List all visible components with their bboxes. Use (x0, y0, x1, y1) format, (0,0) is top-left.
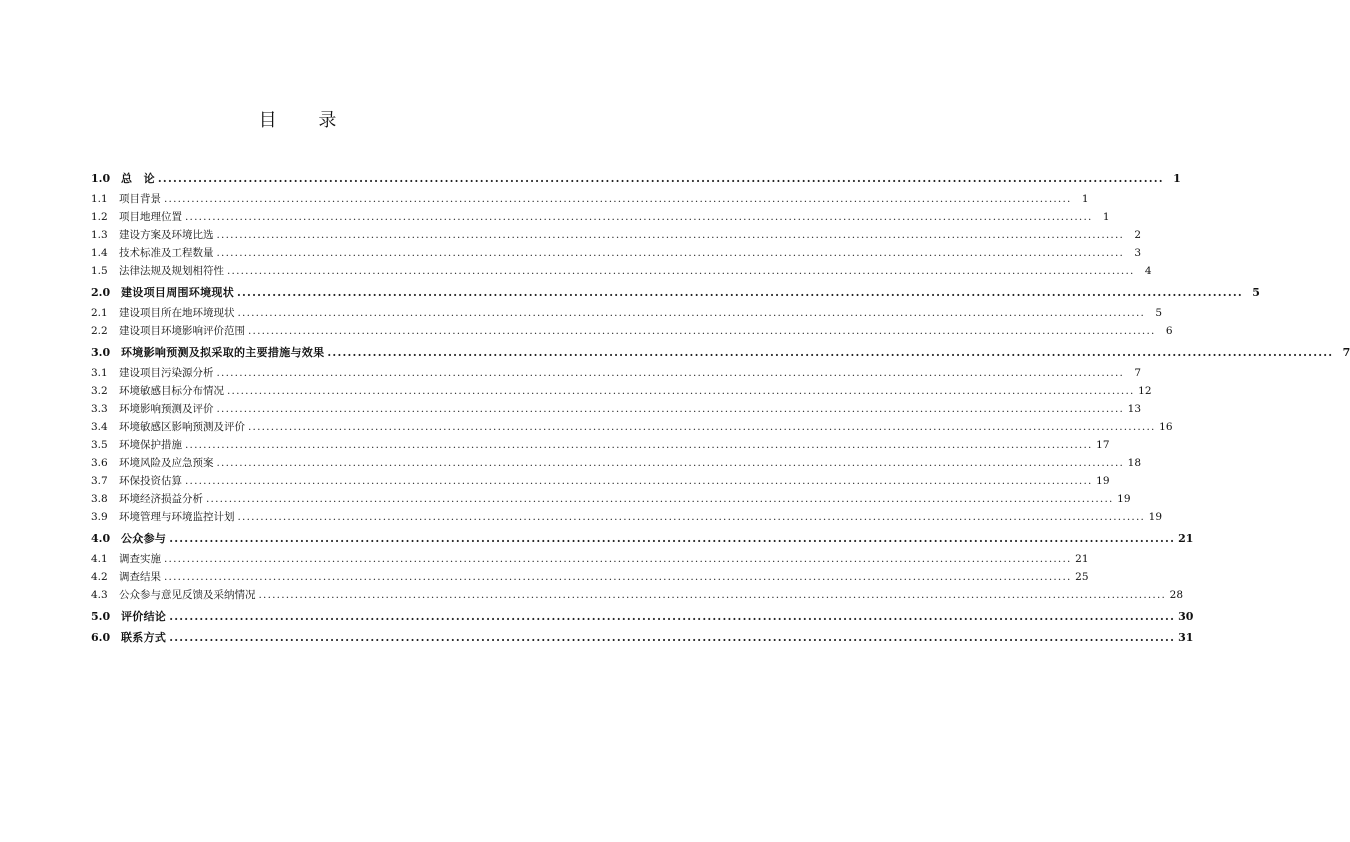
toc-entry-label: 建设项目所在地环境现状 (119, 307, 235, 319)
toc-entry-label: 公众参与意见反馈及采纳情况 (119, 589, 256, 601)
toc-dot-leader: ........................................................................................................................................................................................................ (227, 265, 1135, 277)
toc-entry-page: 19 (1148, 511, 1163, 523)
toc-dot-leader: ........................................................................................................................................................................................................ (164, 571, 1072, 583)
toc-dot-leader: ........................................................................................................................................................................................................ (164, 553, 1072, 565)
toc-entry-number: 2.0 (91, 286, 111, 299)
toc-entry-page: 30 (1178, 610, 1194, 623)
toc-entry-label: 法律法规及规划相符性 (119, 265, 224, 277)
toc-entry-label: 建设项目周围环境现状 (121, 286, 234, 299)
toc-entry-number: 1.4 (91, 247, 108, 259)
toc-entry-number: 3.7 (91, 475, 108, 487)
toc-entry-page: 1 (1102, 211, 1110, 223)
toc-dot-leader: ........................................................................................................................................................................................................ (248, 421, 1156, 433)
toc-entry-page: 1 (1173, 172, 1181, 185)
toc-chapter-entry[interactable] (91, 530, 1194, 548)
toc-section-entry[interactable] (91, 323, 1173, 341)
toc-section-entry[interactable] (91, 491, 1131, 509)
toc-section-entry[interactable] (91, 263, 1152, 281)
toc-entry-page: 19 (1096, 475, 1110, 487)
toc-dot-leader: ........................................................................................................................................................................................................ (164, 193, 1072, 205)
toc-section-entry[interactable] (91, 227, 1142, 245)
toc-dot-leader: ........................................................................................................................................................................................................ (216, 403, 1125, 415)
toc-section-entry[interactable] (91, 401, 1142, 419)
toc-entry-label: 环境管理与环境监控计划 (119, 511, 235, 523)
toc-entry-page: 13 (1127, 403, 1142, 415)
toc-section-entry[interactable] (91, 209, 1110, 227)
toc-entry-page: 2 (1134, 229, 1142, 241)
toc-entry-label: 项目地理位置 (119, 211, 182, 223)
toc-section-entry[interactable] (91, 419, 1173, 437)
toc-entry-number: 4.0 (91, 532, 111, 545)
toc-entry-label: 建设项目环境影响评价范围 (119, 325, 245, 337)
toc-section-entry[interactable] (91, 245, 1142, 263)
toc-entry-number: 3.5 (91, 439, 108, 451)
toc-entry-page: 18 (1127, 457, 1142, 469)
toc-entry-label: 环境敏感区影响预测及评价 (119, 421, 245, 433)
toc-dot-leader: ........................................................................................................................................................................................................ (169, 631, 1176, 644)
toc-entry-page: 7 (1134, 367, 1142, 379)
toc-chapter-entry[interactable] (91, 629, 1194, 647)
toc-entry-label: 联系方式 (121, 631, 167, 644)
toc-entry-page: 19 (1117, 493, 1131, 505)
toc-section-entry[interactable] (91, 383, 1152, 401)
toc-section-entry[interactable] (91, 437, 1110, 455)
toc-section-entry[interactable] (91, 191, 1089, 209)
toc-entry-label: 总 论 (121, 172, 155, 185)
toc-entry-page: 31 (1178, 631, 1194, 644)
toc-entry-label: 公众参与 (121, 532, 167, 545)
toc-dot-leader: ........................................................................................................................................................................................................ (185, 439, 1093, 451)
toc-entry-page: 3 (1134, 247, 1142, 259)
toc-dot-leader: ........................................................................................................................................................................................................ (237, 511, 1146, 523)
toc-dot-leader: ........................................................................................................................................................................................................ (248, 325, 1156, 337)
toc-entry-number: 3.1 (91, 367, 108, 379)
toc-entry-label: 环境风险及应急预案 (119, 457, 214, 469)
toc-entry-page: 6 (1165, 325, 1173, 337)
toc-entry-number: 6.0 (91, 631, 111, 644)
toc-entry-label: 技术标准及工程数量 (119, 247, 214, 259)
toc-section-entry[interactable] (91, 509, 1163, 527)
toc-dot-leader: ........................................................................................................................................................................................................ (216, 367, 1125, 379)
toc-entry-label: 环境敏感目标分布情况 (119, 385, 224, 397)
toc-entry-number: 5.0 (91, 610, 111, 623)
toc-entry-page: 17 (1096, 439, 1110, 451)
toc-entry-number: 3.8 (91, 493, 108, 505)
toc-section-entry[interactable] (91, 455, 1142, 473)
toc-entry-number: 3.4 (91, 421, 108, 433)
toc-entry-label: 评价结论 (121, 610, 167, 623)
toc-chapter-entry[interactable] (91, 344, 1350, 362)
toc-dot-leader: ........................................................................................................................................................................................................ (327, 346, 1334, 359)
toc-entry-number: 4.2 (91, 571, 108, 583)
toc-entry-page: 28 (1169, 589, 1184, 601)
toc-entry-page: 16 (1159, 421, 1173, 433)
toc-section-entry[interactable] (91, 305, 1163, 323)
page-title: 目 录 (258, 110, 355, 131)
toc-chapter-entry[interactable] (91, 284, 1260, 302)
toc-entry-number: 2.2 (91, 325, 108, 337)
toc-section-entry[interactable] (91, 473, 1110, 491)
toc-entry-number: 1.5 (91, 265, 108, 277)
toc-dot-leader: ........................................................................................................................................................................................................ (206, 493, 1114, 505)
toc-dot-leader: ........................................................................................................................................................................................................ (169, 532, 1176, 545)
toc-entry-number: 1.3 (91, 229, 108, 241)
toc-entry-page: 1 (1081, 193, 1089, 205)
toc-dot-leader: ........................................................................................................................................................................................................ (185, 475, 1093, 487)
toc-entry-number: 3.9 (91, 511, 108, 523)
toc-dot-leader: ........................................................................................................................................................................................................ (258, 589, 1167, 601)
toc-entry-number: 3.6 (91, 457, 108, 469)
toc-dot-leader: ........................................................................................................................................................................................................ (216, 229, 1125, 241)
toc-entry-number: 2.1 (91, 307, 108, 319)
toc-dot-leader: ........................................................................................................................................................................................................ (227, 385, 1135, 397)
toc-entry-label: 调查实施 (119, 553, 161, 565)
toc-entry-label: 环境影响预测及评价 (119, 403, 214, 415)
toc-entry-number: 4.1 (91, 553, 108, 565)
toc-entry-label: 环境经济损益分析 (119, 493, 203, 505)
toc-entry-label: 建设方案及环境比选 (119, 229, 214, 241)
toc-entry-number: 1.1 (91, 193, 108, 205)
toc-entry-label: 环保投资估算 (119, 475, 182, 487)
toc-entry-number: 3.2 (91, 385, 108, 397)
toc-dot-leader: ........................................................................................................................................................................................................ (216, 457, 1125, 469)
toc-entry-label: 建设项目污染源分析 (119, 367, 214, 379)
toc-entry-number: 3.3 (91, 403, 108, 415)
toc-entry-label: 调查结果 (119, 571, 161, 583)
toc-entry-label: 环境保护措施 (119, 439, 182, 451)
toc-dot-leader: ........................................................................................................................................................................................................ (169, 610, 1176, 623)
toc-section-entry[interactable] (91, 365, 1142, 383)
toc-entry-number: 1.0 (91, 172, 111, 185)
toc-chapter-entry[interactable] (91, 170, 1181, 188)
toc-entry-number: 3.0 (91, 346, 111, 359)
toc-entry-page: 7 (1342, 346, 1350, 359)
toc-entry-page: 4 (1144, 265, 1152, 277)
toc-chapter-entry[interactable] (91, 608, 1194, 626)
toc-section-entry[interactable] (91, 551, 1089, 569)
toc-entry-page: 5 (1155, 307, 1163, 319)
toc-entry-page: 12 (1138, 385, 1152, 397)
toc-entry-label: 项目背景 (119, 193, 161, 205)
toc-entry-page: 5 (1252, 286, 1260, 299)
toc-entry-label: 环境影响预测及拟采取的主要措施与效果 (121, 346, 325, 359)
toc-dot-leader: ........................................................................................................................................................................................................ (157, 172, 1164, 185)
toc-entry-page: 21 (1178, 532, 1194, 545)
toc-section-entry[interactable] (91, 569, 1089, 587)
toc-dot-leader: ........................................................................................................................................................................................................ (185, 211, 1093, 223)
toc-section-entry[interactable] (91, 587, 1184, 605)
toc-entry-page: 25 (1075, 571, 1089, 583)
toc-dot-leader: ........................................................................................................................................................................................................ (216, 247, 1125, 259)
toc-entry-number: 4.3 (91, 589, 108, 601)
toc-dot-leader: ........................................................................................................................................................................................................ (237, 307, 1146, 319)
toc-entry-page: 21 (1075, 553, 1089, 565)
toc-entry-number: 1.2 (91, 211, 108, 223)
toc-dot-leader: ........................................................................................................................................................................................................ (237, 286, 1243, 299)
